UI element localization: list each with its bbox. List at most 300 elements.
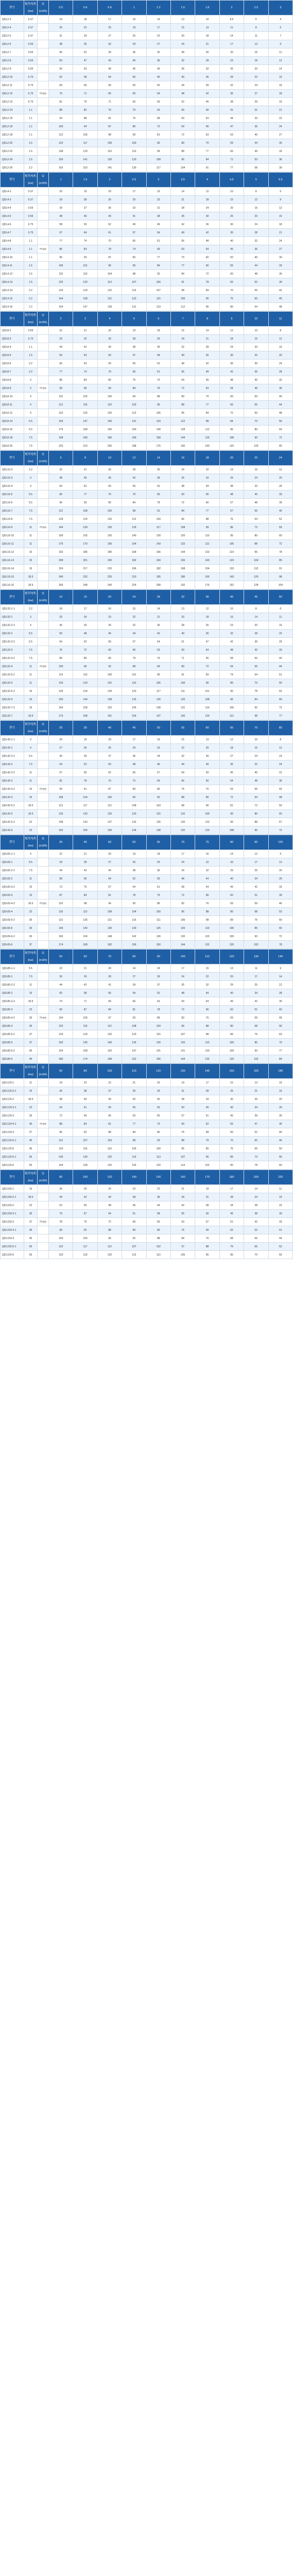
head-value-cell: 46 <box>122 1201 146 1210</box>
flow-value-header: 32 <box>170 590 195 605</box>
head-value-cell: 37 <box>146 981 170 989</box>
unit-cell <box>38 736 49 744</box>
model-cell: QDL8-16 <box>1 426 24 434</box>
head-value-cell: 84 <box>122 785 146 793</box>
head-value-cell: 55 <box>49 351 73 360</box>
head-value-cell: 15 <box>268 212 292 221</box>
unit-cell <box>38 785 49 793</box>
power-cell: 18.5 <box>24 712 38 720</box>
unit-cell <box>38 621 49 630</box>
model-cell: QDL32-7-2 <box>1 704 24 712</box>
head-value-cell: 84 <box>122 384 146 393</box>
unit-cell <box>38 327 49 335</box>
head-unit: (m) <box>42 247 46 251</box>
head-value-cell: 11 <box>268 48 292 57</box>
model-header: 型号 <box>1 173 24 188</box>
unit-cell <box>38 654 49 663</box>
power-cell: 1.5 <box>24 351 38 360</box>
flow-value-header: 1.8 <box>195 1 219 15</box>
head-value-cell: 44 <box>170 760 195 769</box>
head-value-cell: 77 <box>73 490 97 499</box>
head-value-cell: 52 <box>73 760 97 769</box>
table-row <box>1 679 293 687</box>
header-row <box>1 1064 293 1079</box>
head-value-cell: 52 <box>268 515 292 523</box>
power-cell: 45 <box>24 1234 38 1243</box>
model-cell: QDL4-15 <box>1 295 24 303</box>
head-value-cell: 26 <box>146 335 170 343</box>
head-value-cell: 135 <box>97 924 122 933</box>
unit-cell <box>38 368 49 376</box>
power-cell: 15 <box>24 793 38 802</box>
model-cell: QDL4-7 <box>1 229 24 237</box>
head-value-cell: 10 <box>195 15 219 24</box>
flow-value-header: 18 <box>195 451 219 466</box>
table-row <box>1 278 293 286</box>
head-value-cell: 77 <box>268 712 292 720</box>
head-value-cell: 36 <box>268 777 292 785</box>
head-value-cell: 82 <box>170 900 195 908</box>
power-cell: 5.5 <box>24 426 38 434</box>
head-value-cell: 93 <box>244 933 268 941</box>
table-row <box>1 393 293 401</box>
head-value-cell: 129 <box>73 1030 97 1039</box>
unit-cell <box>38 933 49 941</box>
head-value-cell: 46 <box>73 1095 97 1104</box>
table-row <box>1 1153 293 1161</box>
unit-cell <box>38 1243 49 1251</box>
head-value-cell: 45 <box>195 1104 219 1112</box>
head-value-cell: 98 <box>170 286 195 295</box>
head-value-cell: 17 <box>97 15 122 24</box>
head-value-cell: 32 <box>195 981 219 989</box>
head-value-cell: 21 <box>268 229 292 237</box>
head-value-cell: 132 <box>122 696 146 704</box>
head-value-cell: 20 <box>97 850 122 858</box>
head-value-cell: 43 <box>268 785 292 793</box>
head-label: H <box>40 526 42 529</box>
head-value-cell: 69 <box>146 777 170 785</box>
head-value-cell: 114 <box>49 671 73 679</box>
flow-value-header: 75 <box>195 835 219 850</box>
head-value-cell: 84 <box>244 696 268 704</box>
model-cell: QDL4-3 <box>1 196 24 204</box>
flow-value-header: 12 <box>122 451 146 466</box>
head-value-cell: 78 <box>49 1218 73 1226</box>
head-value-cell: 53 <box>219 131 244 139</box>
table-row <box>1 221 293 229</box>
head-value-cell: 27 <box>49 744 73 752</box>
head-value-cell: 47 <box>73 57 97 65</box>
flow-value-header: 2 <box>97 173 122 188</box>
head-value-cell: 121 <box>49 802 73 810</box>
model-cell: QDL8-7 <box>1 368 24 376</box>
head-value-cell: 60 <box>219 393 244 401</box>
power-cell: 0.75 <box>24 73 38 81</box>
head-value-cell: 22 <box>244 73 268 81</box>
model-cell: QDL65-1-1 <box>1 850 24 858</box>
table-row <box>1 532 293 540</box>
head-value-cell: 68 <box>244 1022 268 1030</box>
head-value-cell: 105 <box>146 409 170 417</box>
head-value-cell: 58 <box>146 1210 170 1218</box>
head-value-cell: 88 <box>170 793 195 802</box>
model-cell: QDL150-4-1 <box>1 1226 24 1234</box>
head-value-cell: 40 <box>244 769 268 777</box>
model-header: 型号 <box>1 950 24 964</box>
unit-cell <box>38 1120 49 1128</box>
head-value-cell: 100 <box>170 679 195 687</box>
head-value-cell: 143 <box>73 818 97 826</box>
head-value-cell: 19 <box>122 964 146 973</box>
power-cell: 18.5 <box>24 802 38 810</box>
head-value-cell: 27 <box>122 973 146 981</box>
head-value-cell: 42 <box>219 638 244 646</box>
head-value-cell: 20 <box>268 1095 292 1104</box>
table-row <box>1 548 293 556</box>
head-value-cell: 126 <box>146 818 170 826</box>
table-row <box>1 1145 293 1153</box>
head-value-cell: 18 <box>244 57 268 65</box>
head-value-cell: 100 <box>73 1014 97 1022</box>
head-value-cell: 78 <box>195 278 219 286</box>
head-value-cell: 116 <box>73 1022 97 1030</box>
unit-cell <box>38 131 49 139</box>
head-value-cell: 46 <box>268 1137 292 1145</box>
model-cell: QDL4-12 <box>1 270 24 278</box>
head-value-cell: 37 <box>97 1087 122 1095</box>
head-value-cell: 38 <box>219 98 244 106</box>
head-value-cell: 39 <box>268 499 292 507</box>
head-value-cell: 52 <box>244 1128 268 1137</box>
header-row <box>1 950 293 964</box>
head-value-cell: 140 <box>170 712 195 720</box>
head-value-cell: 63 <box>73 360 97 368</box>
unit-cell <box>38 229 49 237</box>
head-value-cell: 80 <box>219 908 244 916</box>
power-cell: 1.1 <box>24 131 38 139</box>
unit-cell <box>38 1153 49 1161</box>
head-value-cell: 36 <box>146 867 170 875</box>
head-value-cell: 192 <box>170 581 195 589</box>
head-value-cell: 109 <box>219 933 244 941</box>
unit-cell <box>38 565 49 573</box>
head-value-cell: 112 <box>195 426 219 434</box>
head-value-cell: 93 <box>73 499 97 507</box>
head-value-cell: 119 <box>122 1153 146 1161</box>
head-value-cell: 113 <box>146 1153 170 1161</box>
head-value-cell: 21 <box>170 196 195 204</box>
head-value-cell: 48 <box>170 360 195 368</box>
head-value-cell: 30 <box>219 221 244 229</box>
power-cell: 4 <box>24 744 38 752</box>
head-value-cell: 44 <box>268 1234 292 1243</box>
head-value-cell: 134 <box>49 286 73 295</box>
model-cell: QDL4-14 <box>1 286 24 295</box>
header-row <box>1 835 293 850</box>
head-value-cell: 120 <box>97 409 122 417</box>
head-value-cell: 160 <box>49 532 73 540</box>
head-value-cell: 90 <box>97 384 122 393</box>
power-cell: 4 <box>24 401 38 409</box>
power-cell: 0.75 <box>24 335 38 343</box>
head-value-cell: 88 <box>49 376 73 384</box>
table-row <box>1 1161 293 1170</box>
head-value-cell: 16 <box>170 327 195 335</box>
head-value-cell: 49 <box>122 221 146 229</box>
head-value-cell: 42 <box>170 221 195 229</box>
model-cell: QDL2-15 <box>1 114 24 123</box>
flow-value-header: 0.6 <box>73 1 97 15</box>
table-row <box>1 1120 293 1128</box>
head-value-cell: 60 <box>97 482 122 490</box>
head-value-cell: 24 <box>244 221 268 229</box>
head-value-cell: 13 <box>244 1079 268 1087</box>
unit-cell <box>38 343 49 351</box>
flow-header-label: Q <box>42 1172 44 1175</box>
model-cell: QDL65-5 <box>1 924 24 933</box>
flow-value-header: 170 <box>195 1170 219 1185</box>
table-row <box>1 24 293 32</box>
head-value-cell: 48 <box>49 212 73 221</box>
head-value-cell: 141 <box>73 156 97 164</box>
table-row <box>1 908 293 916</box>
head-value-cell: 73 <box>268 704 292 712</box>
power-header <box>24 590 38 605</box>
head-value-cell: 28 <box>268 368 292 376</box>
head-value-cell: 48 <box>219 376 244 384</box>
head-value-cell: 117 <box>73 802 97 810</box>
head-value-cell: 26 <box>146 973 170 981</box>
head-value-cell: 13 <box>219 964 244 973</box>
head-value-cell: 31 <box>195 1193 219 1201</box>
unit-cell <box>38 1022 49 1030</box>
unit-cell <box>38 523 49 532</box>
unit-cell <box>38 802 49 810</box>
head-value-cell: 29 <box>73 32 97 40</box>
model-cell: QDL4-2 <box>1 188 24 196</box>
unit-cell <box>38 540 49 548</box>
head-value-cell: 22 <box>49 964 73 973</box>
head-value-cell: 16 <box>219 613 244 621</box>
head-value-cell: 120 <box>122 156 146 164</box>
head-value-cell: 100 <box>97 393 122 401</box>
table-row <box>1 32 293 40</box>
head-value-cell: 35 <box>170 981 195 989</box>
unit-cell <box>38 573 49 581</box>
unit-cell <box>38 417 49 426</box>
head-value-cell: 64 <box>49 482 73 490</box>
model-cell: QDL42-4-2 <box>1 785 24 793</box>
head-value-cell: 42 <box>73 48 97 57</box>
model-cell: QDL4-9 <box>1 245 24 253</box>
head-value-cell: 139 <box>49 687 73 696</box>
head-value-cell: 77 <box>170 262 195 270</box>
model-cell: QDL8-9 <box>1 384 24 393</box>
head-value-cell: 128 <box>170 426 195 434</box>
head-value-cell: 40 <box>219 1104 244 1112</box>
power-cell: 0.75 <box>24 81 38 90</box>
head-value-cell: 112 <box>122 515 146 523</box>
head-value-cell: 92 <box>146 793 170 802</box>
power-cell: 0.37 <box>24 196 38 204</box>
head-value-cell: 32 <box>195 867 219 875</box>
head-value-cell: 78 <box>73 777 97 785</box>
head-value-cell: 40 <box>170 351 195 360</box>
head-value-cell: 144 <box>49 295 73 303</box>
table-row <box>1 73 293 81</box>
head-value-cell: 42 <box>268 1006 292 1014</box>
head-value-cell: 27 <box>97 32 122 40</box>
head-value-cell: 27 <box>268 245 292 253</box>
table-row <box>1 605 293 613</box>
head-value-cell: 156 <box>73 826 97 835</box>
model-header: 型号 <box>1 835 24 850</box>
head-value-cell: 120 <box>146 1161 170 1170</box>
flow-value-header: 3 <box>146 173 170 188</box>
power-cell: 55 <box>24 1161 38 1170</box>
head-value-cell: 38 <box>122 1193 146 1201</box>
head-value-cell: 69 <box>219 1014 244 1022</box>
head-value-cell: 74 <box>219 671 244 679</box>
head-value-cell: 63 <box>146 646 170 654</box>
power-header-label: 配用电机 <box>25 1172 37 1175</box>
table-row <box>1 736 293 744</box>
model-cell: QDL32-2 <box>1 630 24 638</box>
head-value-cell: 45 <box>244 384 268 393</box>
table-row <box>1 1055 293 1063</box>
table-row <box>1 384 293 393</box>
head-value-cell: 224 <box>122 581 146 589</box>
head-value-cell: 40 <box>49 1087 73 1095</box>
head-value-cell: 69 <box>73 1112 97 1120</box>
unit-cell <box>38 507 49 515</box>
head-value-cell: 90 <box>49 1006 73 1014</box>
head-value-cell: 135 <box>122 1039 146 1047</box>
power-cell: 37 <box>24 1030 38 1039</box>
table-row <box>1 712 293 720</box>
unit-cell <box>38 941 49 949</box>
table-row <box>1 434 293 442</box>
head-value-cell: 24 <box>97 1185 122 1193</box>
unit-cell <box>38 335 49 343</box>
unit-cell <box>38 1193 49 1201</box>
head-value-cell: 130 <box>122 164 146 172</box>
head-value-cell: 154 <box>49 417 73 426</box>
table-row <box>1 793 293 802</box>
head-value-cell: 121 <box>195 540 219 548</box>
head-value-cell: 176 <box>195 581 219 589</box>
model-cell: QDL16-11 <box>1 540 24 548</box>
table-row <box>1 1030 293 1039</box>
flow-value-header: 2 <box>219 1 244 15</box>
head-value-cell: 18 <box>49 605 73 613</box>
model-cell: QDL16-2 <box>1 466 24 474</box>
model-cell: QDL2-11 <box>1 81 24 90</box>
head-value-cell: 124 <box>219 556 244 565</box>
head-value-cell: 36 <box>219 360 244 368</box>
power-cell: 30 <box>24 933 38 941</box>
head-value-cell: 72 <box>170 891 195 900</box>
unit-cell <box>38 15 49 24</box>
head-value-cell: 225 <box>97 573 122 581</box>
head-value-cell: 20 <box>268 351 292 360</box>
flow-header <box>38 721 49 736</box>
head-value-cell: 6 <box>268 605 292 613</box>
head-value-cell: 117 <box>146 687 170 696</box>
head-value-cell: 25 <box>244 351 268 360</box>
table-row <box>1 1104 293 1112</box>
power-cell: 11 <box>24 540 38 548</box>
head-value-cell: 50 <box>244 393 268 401</box>
power-header-label: 配用电机 <box>25 837 37 840</box>
head-value-cell: 96 <box>49 1226 73 1234</box>
head-value-cell: 66 <box>195 499 219 507</box>
flow-value-header: 70 <box>170 835 195 850</box>
model-cell: QDL120-2-1 <box>1 1087 24 1095</box>
header-row <box>1 1 293 15</box>
power-cell: 3 <box>24 613 38 621</box>
head-value-cell: 32 <box>97 40 122 48</box>
power-cell: 18.5 <box>24 581 38 589</box>
head-value-cell: 57 <box>195 1218 219 1226</box>
head-value-cell: 78 <box>268 941 292 949</box>
head-value-cell: 18 <box>268 221 292 229</box>
head-value-cell: 101 <box>122 671 146 679</box>
header-row <box>1 173 293 188</box>
head-value-cell: 52 <box>97 221 122 229</box>
head-value-cell: 112 <box>219 712 244 720</box>
head-value-cell: 175 <box>49 712 73 720</box>
head-value-cell: 55 <box>268 679 292 687</box>
head-value-cell: 108 <box>146 156 170 164</box>
head-value-cell: 72 <box>219 793 244 802</box>
head-value-cell: 35 <box>73 40 97 48</box>
head-value-cell: 56 <box>122 482 146 490</box>
head-value-cell: 76 <box>73 98 97 106</box>
head-value-cell: 102 <box>244 1055 268 1063</box>
flow-value-header: 1.5 <box>170 1 195 15</box>
head-value-cell: 28 <box>195 1087 219 1095</box>
head-value-cell: 36 <box>244 638 268 646</box>
head-value-cell: 53 <box>244 156 268 164</box>
head-value-cell: 45 <box>122 65 146 73</box>
model-cell: QDL120-5 <box>1 1145 24 1153</box>
model-cell: QDL65-4-2 <box>1 900 24 908</box>
head-value-cell: 89 <box>219 916 244 924</box>
head-value-cell: 30 <box>97 466 122 474</box>
head-value-cell: 61 <box>146 237 170 245</box>
head-value-cell: 24 <box>170 40 195 48</box>
head-value-cell: 6 <box>268 188 292 196</box>
head-value-cell: 174 <box>49 941 73 949</box>
power-cell: 7.5 <box>24 434 38 442</box>
head-value-cell: 55 <box>244 401 268 409</box>
head-value-cell: 41 <box>219 106 244 114</box>
head-value-cell: 54 <box>146 229 170 237</box>
head-value-cell: 60 <box>219 1128 244 1137</box>
head-value-cell: 40 <box>219 237 244 245</box>
head-value-cell: 40 <box>146 65 170 73</box>
flow-value-header: 80 <box>268 721 292 736</box>
head-value-cell: 65 <box>244 1145 268 1153</box>
head-value-cell: 9 <box>268 40 292 48</box>
unit-cell <box>38 1112 49 1120</box>
head-value-cell: 72 <box>122 777 146 785</box>
head-value-cell: 91 <box>73 785 97 793</box>
head-value-cell: 114 <box>219 548 244 556</box>
head-value-cell: 48 <box>195 237 219 245</box>
